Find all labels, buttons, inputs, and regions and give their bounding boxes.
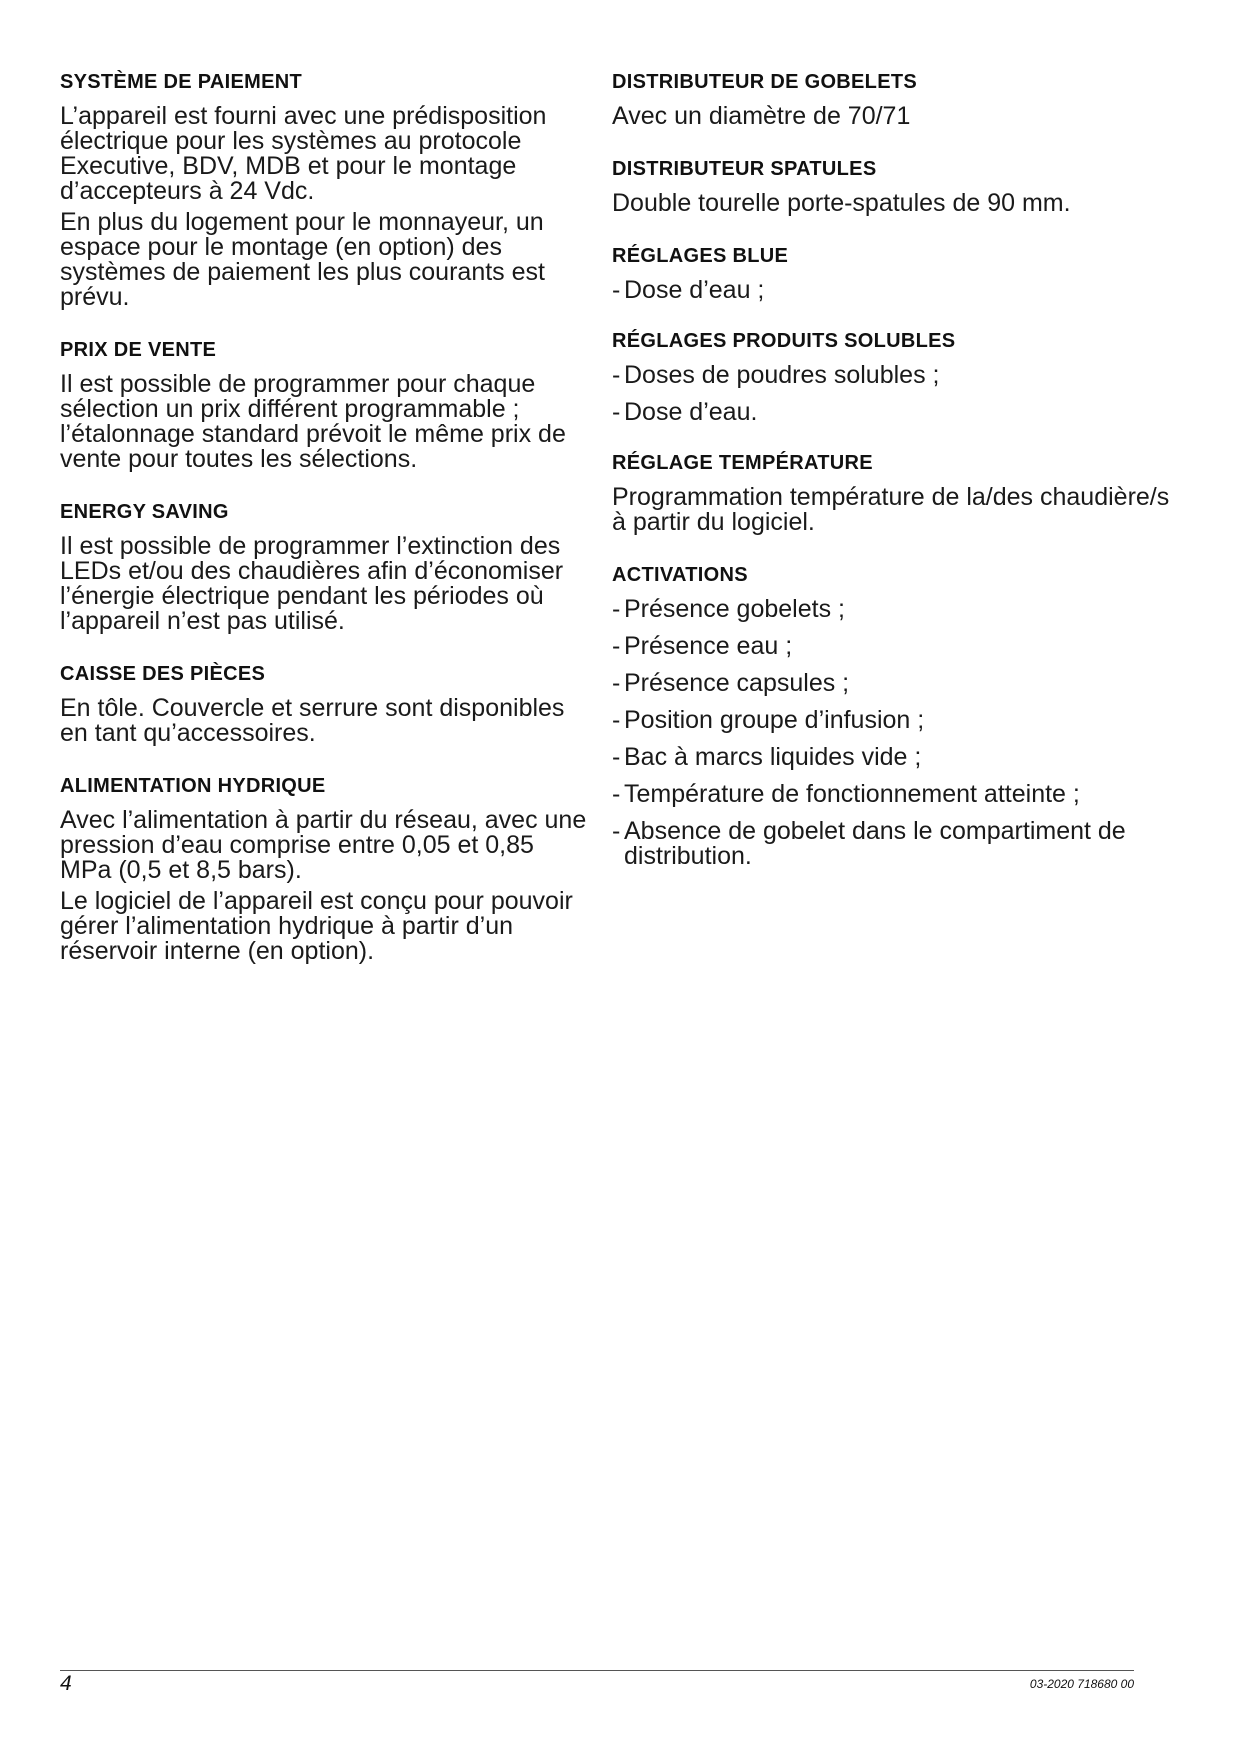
section-heading: DISTRIBUTEUR SPATULES bbox=[612, 158, 877, 180]
list-item-text: Présence gobelets ; bbox=[624, 595, 845, 623]
section-temperature-setting bbox=[612, 451, 1172, 535]
list-item bbox=[612, 671, 1172, 696]
section-heading: DISTRIBUTEUR DE GOBELETS bbox=[612, 71, 917, 93]
dash-marker: - bbox=[612, 632, 621, 660]
settings-list bbox=[612, 278, 1172, 303]
section-paragraph: Avec l’alimentation à partir du réseau, avec une pression d’eau comprise entre 0,05 et 0,85 MPa (0,5 et 8,5 bars). bbox=[60, 806, 587, 884]
list-item-text: Présence eau ; bbox=[624, 632, 793, 660]
section-paragraph: Le logiciel de l’appareil est conçu pour pouvoir gérer l’alimentation hydrique à partir d’un réservoir interne (en option). bbox=[60, 887, 573, 965]
right-column bbox=[612, 70, 1172, 881]
list-item-text: Absence de gobelet dans le compartiment de distribution. bbox=[624, 817, 1126, 870]
settings-list bbox=[612, 363, 1172, 425]
list-item bbox=[612, 634, 1172, 659]
section-soluble-settings bbox=[612, 329, 1172, 425]
list-item-text: Dose d’eau ; bbox=[624, 276, 765, 304]
list-item bbox=[612, 782, 1172, 807]
dash-marker: - bbox=[612, 706, 621, 734]
section-heading: CAISSE DES PIÈCES bbox=[60, 663, 266, 685]
section-blue-settings bbox=[612, 244, 1172, 303]
footer-divider bbox=[60, 1670, 1134, 1671]
section-heading: ACTIVATIONS bbox=[612, 564, 748, 586]
section-sale-price bbox=[60, 338, 588, 472]
list-item-text: Doses de poudres solubles ; bbox=[624, 361, 940, 389]
list-item-text: Dose d’eau. bbox=[624, 398, 758, 426]
list-item bbox=[612, 708, 1172, 733]
section-heading: RÉGLAGES PRODUITS SOLUBLES bbox=[612, 330, 956, 352]
section-water-supply bbox=[60, 774, 588, 964]
list-item-text: Bac à marcs liquides vide ; bbox=[624, 743, 922, 771]
list-item bbox=[612, 597, 1172, 622]
dash-marker: - bbox=[612, 817, 621, 845]
page-number: 4 bbox=[60, 1672, 72, 1695]
section-energy-saving bbox=[60, 500, 588, 634]
section-cup-dispenser bbox=[612, 70, 1172, 129]
document-reference: 03-2020 718680 00 bbox=[1029, 1677, 1134, 1691]
list-item-text: Température de fonctionnement atteinte ; bbox=[624, 780, 1080, 808]
section-heading: ENERGY SAVING bbox=[60, 501, 229, 523]
section-stirrer-dispenser bbox=[612, 157, 1172, 216]
list-item bbox=[612, 278, 1172, 303]
section-heading: ALIMENTATION HYDRIQUE bbox=[60, 775, 326, 797]
dash-marker: - bbox=[612, 743, 621, 771]
dash-marker: - bbox=[612, 780, 621, 808]
section-heading: RÉGLAGES BLUE bbox=[612, 245, 789, 267]
dash-marker: - bbox=[612, 276, 621, 304]
dash-marker: - bbox=[612, 398, 621, 426]
list-item bbox=[612, 819, 1172, 869]
dash-marker: - bbox=[612, 361, 621, 389]
section-heading: SYSTÈME DE PAIEMENT bbox=[60, 71, 303, 93]
left-column bbox=[60, 70, 588, 970]
list-item bbox=[612, 363, 1172, 388]
section-paragraph: Il est possible de programmer pour chaque sélection un prix différent programmable ; l’étalonnage standard prévoit le même prix de vente pour toutes les sélections. bbox=[60, 370, 566, 473]
list-item bbox=[612, 745, 1172, 770]
section-heading: RÉGLAGE TEMPÉRATURE bbox=[612, 452, 873, 474]
dash-marker: - bbox=[612, 669, 621, 697]
section-coin-box bbox=[60, 662, 588, 746]
section-payment-system bbox=[60, 70, 588, 310]
section-heading: PRIX DE VENTE bbox=[60, 339, 217, 361]
list-item bbox=[612, 400, 1172, 425]
section-paragraph: En plus du logement pour le monnayeur, un espace pour le montage (en option) des systèmes de paiement les plus courants est prévu. bbox=[60, 208, 545, 311]
section-paragraph: L’appareil est fourni avec une prédisposition électrique pour les systèmes au protocole Executive, BDV, MDB et pour le montage d’accepteurs à 24 Vdc. bbox=[60, 102, 547, 205]
section-paragraph: En tôle. Couvercle et serrure sont disponibles en tant qu’accessoires. bbox=[60, 694, 565, 747]
list-item-text: Présence capsules ; bbox=[624, 669, 850, 697]
list-item-text: Position groupe d’infusion ; bbox=[624, 706, 925, 734]
section-paragraph: Avec un diamètre de 70/71 bbox=[612, 102, 911, 130]
section-paragraph: Programmation température de la/des chaudière/s à partir du logiciel. bbox=[612, 483, 1170, 536]
activations-list bbox=[612, 597, 1172, 869]
section-activations bbox=[612, 563, 1172, 869]
section-paragraph: Il est possible de programmer l’extinction des LEDs et/ou des chaudières afin d’économiser l’énergie électrique pendant les périodes où l’appareil n’est pas utilisé. bbox=[60, 532, 564, 635]
section-paragraph: Double tourelle porte-spatules de 90 mm. bbox=[612, 189, 1071, 217]
dash-marker: - bbox=[612, 595, 621, 623]
